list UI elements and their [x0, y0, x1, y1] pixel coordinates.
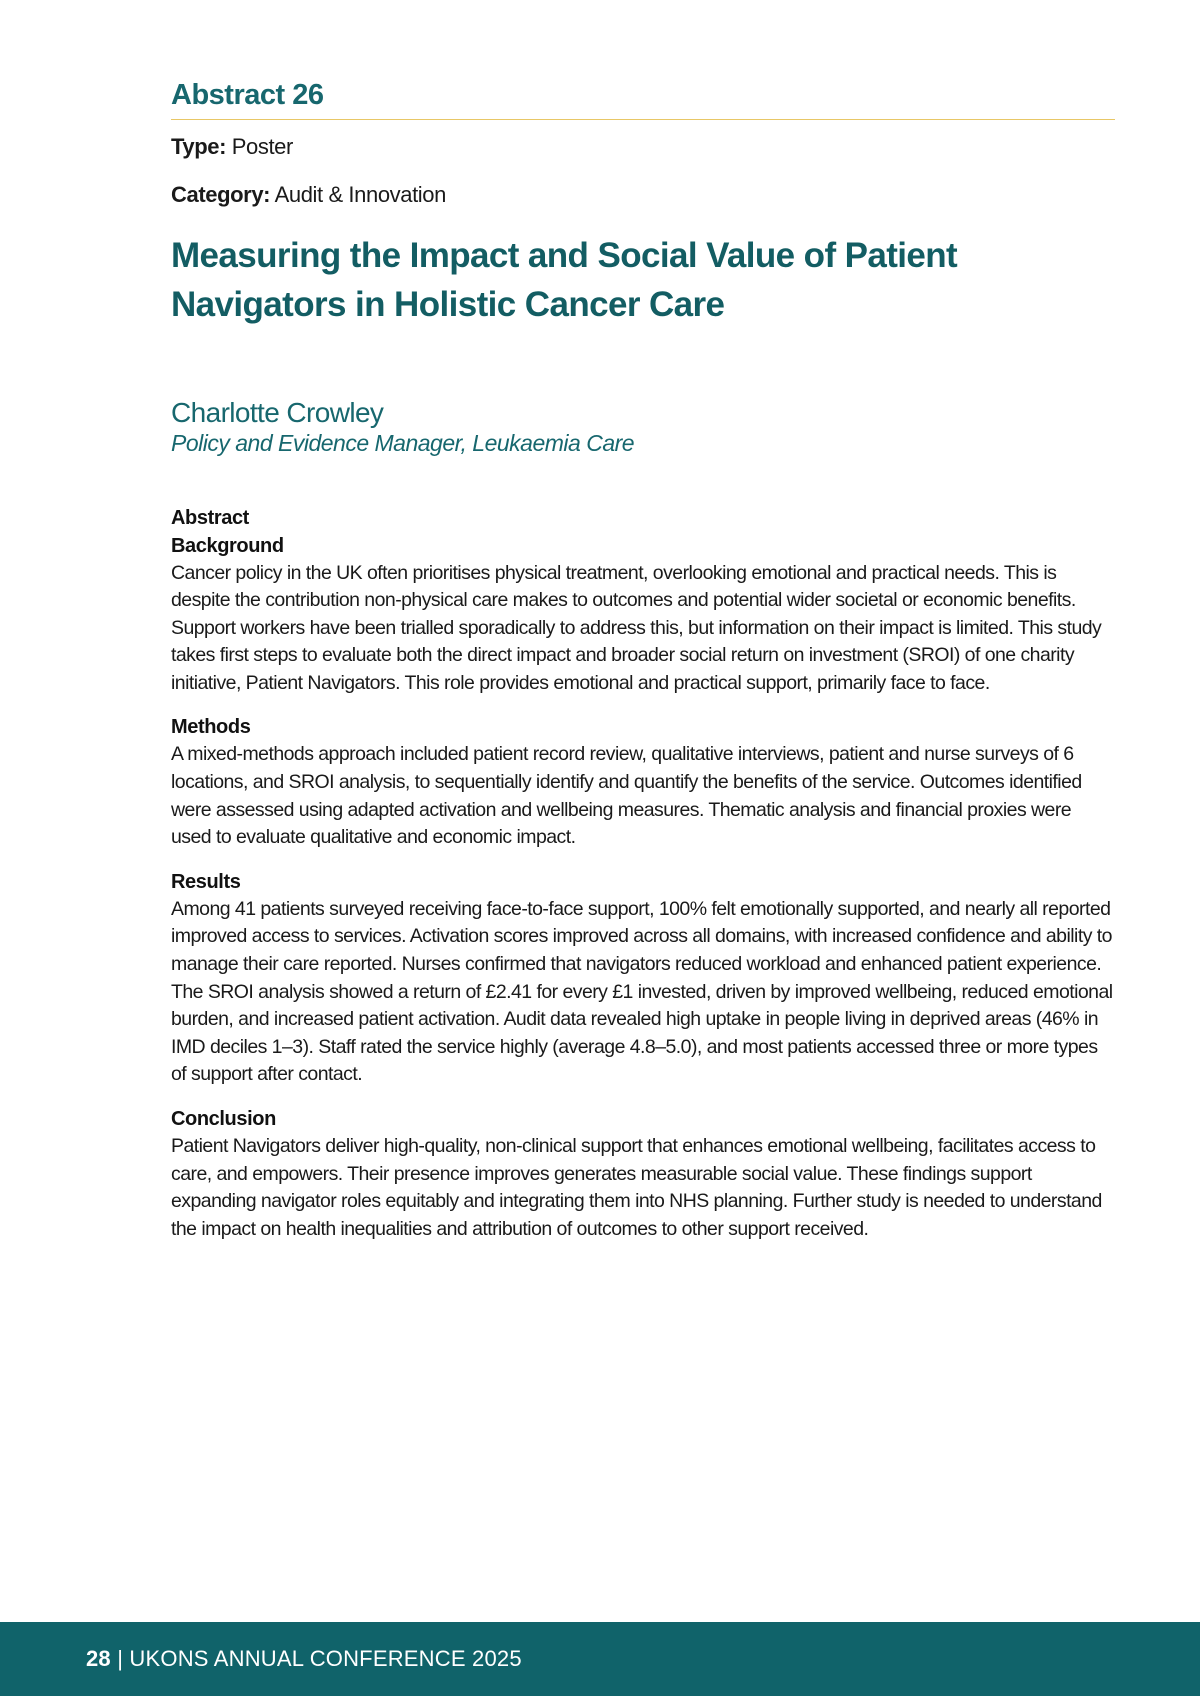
abstract-heading: Abstract [171, 506, 249, 529]
category-line [171, 182, 1115, 208]
conclusion-heading: Conclusion [171, 1108, 276, 1131]
type-label: Type: [171, 133, 227, 159]
methods-heading: Methods [171, 716, 251, 739]
paper-title: Measuring the Impact and Social Value of Patient Navigators in Holistic Cancer Care [171, 235, 958, 324]
category-label: Category: [171, 182, 271, 208]
background-heading: Background [171, 534, 284, 557]
page-footer [0, 1622, 1200, 1696]
footer-page-number: 28 [86, 1646, 111, 1671]
footer-separator: | [117, 1646, 124, 1671]
footer-conference-name: UKONS ANNUAL CONFERENCE 2025 [129, 1646, 522, 1671]
footer-content [86, 1622, 522, 1696]
type-value: Poster [231, 133, 293, 159]
category-value: Audit & Innovation [274, 182, 446, 208]
author-name: Charlotte Crowley [171, 396, 384, 428]
results-heading: Results [171, 870, 241, 893]
author-role: Policy and Evidence Manager, Leukaemia Care [171, 429, 635, 456]
background-body: Cancer policy in the UK often prioritises physical treatment, overlooking emotional and practical needs. This is despite the contribution non-physical care makes to outcomes and potential wider societal or economic benefits. Support workers have been trialled sporadically to address this, but information on their impact is limited. This study takes first steps to evaluate both the direct impact and broader social return on investment (SROI) of one charity initiative, Patient Navigators. This role provides emotional and practical support, primarily face to face. [171, 561, 1102, 694]
type-line [171, 134, 1115, 160]
methods-body: A mixed-methods approach included patient record review, qualitative interviews, patient and nurse surveys of 6 locations, and SROI analysis, to sequentially identify and quantify the benefits of the service. Outcomes identified were assessed using adapted activation and wellbeing measures. Thematic analysis and financial proxies were used to evaluate qualitative and economic impact. [171, 743, 1082, 849]
results-body: Among 41 patients surveyed receiving face-to-face support, 100% felt emotionally supported, and nearly all reported improved access to services. Activation scores improved across all domains, with increased confidence and ability to manage their care reported. Nurses confirmed that navigators reduced workload and enhanced patient experience. The SROI analysis showed a return of £2.41 for every £1 invested, driven by improved wellbeing, reduced emotional burden, and increased patient activation. Audit data revealed high uptake in people living in deprived areas (46% in IMD deciles 1–3). Staff rated the service highly (average 4.8–5.0), and most patients accessed three or more types of support after contact. [171, 897, 1113, 1086]
abstract-page [171, 78, 1115, 1259]
conclusion-body: Patient Navigators deliver high-quality, non-clinical support that enhances emotional wellbeing, facilitates access to care, and empowers. Their presence improves generates measurable social value. These findings support expanding navigator roles equitably and integrating them into NHS planning. Further study is needed to understand the impact on health inequalities and attribution of outcomes to other support received. [171, 1135, 1102, 1240]
abstract-number: Abstract 26 [171, 78, 1115, 120]
